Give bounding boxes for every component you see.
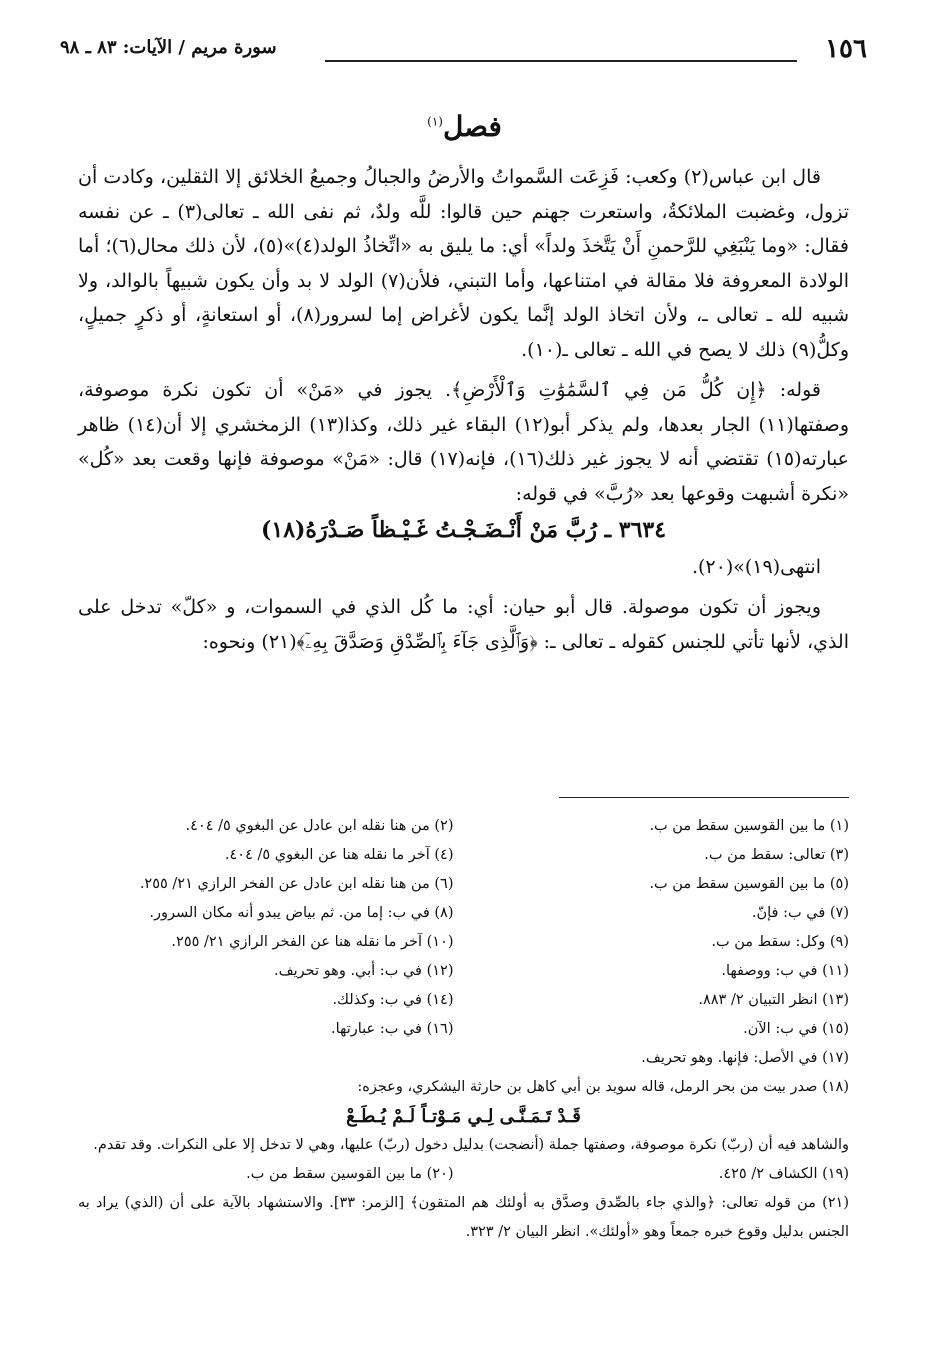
footnote: (١٥) في ب: الآن. xyxy=(743,1021,849,1037)
footnotes-divider xyxy=(559,797,849,798)
running-title: سورة مريم / الآيات: ٨٣ ـ ٩٨ xyxy=(60,37,277,58)
footnotes-grid xyxy=(78,1160,849,1189)
footnote: (١٢) في ب: أبي. وهو تحريف. xyxy=(274,963,454,979)
footnote: (١٩) الكشاف ٢/ ٤٢٥. xyxy=(718,1166,849,1182)
footnote: (٢١) من قوله تعالى: ﴿والذي جاء بالصِّدق وصدَّق به أولئك هم المتقون﴾ [الزمر: ٣٣]. والاستشهاد بالآية على أن (الذي) يراد به الجنس بدليل وقوع خبره جمعاً وهو «أولئك». انظر البيان ٢/ ٣٢٣. xyxy=(78,1195,849,1240)
section-title xyxy=(0,110,929,143)
poetry-verse: ٣٦٣٤ ـ رُبَّ مَنْ أَنْـضَـجْـتُ غَـيْـظاً صَـدْرَهُ(١٨) xyxy=(260,517,667,543)
footnote: (٣) تعالى: سقط من ب. xyxy=(704,847,849,863)
paragraph: ويجوز أن تكون موصولة. قال أبو حيان: أي: ما كُل الذي في السموات، و «كلّ» تدخل على الذي، لأنها تأتي للجنس كقوله ـ تعالى ـ: ﴿وَٱلَّذِى جَآءَ بِٱلصِّدْقِ وَصَدَّقَ بِهِۦٓ﴾(٢١) ونحوه: xyxy=(78,596,849,653)
footnote: (١٤) في ب: وكذلك. xyxy=(332,992,454,1008)
footnote: (١١) في ب: ووصفها. xyxy=(721,963,849,979)
main-text xyxy=(78,160,849,659)
paragraph-after-verse: انتهى(١٩)»(٢٠). xyxy=(691,555,821,578)
footnote: (٢) من هنا نقله ابن عادل عن البغوي ٥/ ٤٠٤. xyxy=(185,818,454,834)
section-title-ref: (١) xyxy=(427,114,443,129)
paragraph: قال ابن عباس(٢) وكعب: فَزِعَت السَّمواتُ والأرضُ والجبالُ وجميعُ الخلائق إلا الثقلين، وكادت أن تزول، وغضبت الملائكةُ، واستعرت جهنم حين قالوا: للَّه ولدٌ، ثم نفى الله ـ تعالى(٣) ـ عن نفسه فقال: «وما يَنْبَغِي للرَّحمنِ أَنْ يَتَّخذَ ولداً» أي: ما يليق به «اتِّخاذُ الولد(٤)»(٥)، لأن ذلك محال(٦)؛ أما الولادة المعروفة فلا مقالة في امتناعها، وأما التبني، فلأن(٧) الولد لا بد وأن يكون شبيهاً بالوالد، ولا شبيه لله ـ تعالى ـ، ولأن اتخاذ الولد إنَّما يكون لأغراض إما لسرور(٨)، أو استعانةٍ، أو ذكرٍ جميلٍ، وكلُّ(٩) ذلك لا يصح في الله ـ تعالى ـ(١٠). xyxy=(78,166,850,361)
footnote: (٨) في ب: إما من. ثم بياض يبدو أنه مكان السرور. xyxy=(149,905,454,921)
footnote: (٥) ما بين القوسين سقط من ب. xyxy=(649,876,849,892)
footnote-poem: قَـدْ تَـمَـنَّـى لِـي مَـوْتـاً لَـمْ يُـطَـعْ xyxy=(346,1106,581,1127)
footnote-continuation: والشاهد فيه أن (ربّ) نكرة موصوفة، وصفتها جملة (أنضجت) بدليل دخول (ربّ) عليها، وهي لا تدخل إلا على النكرات. وقد تقدم. xyxy=(93,1137,849,1153)
paragraph: قوله: ﴿إِن كُلُّ مَن فِي ٱلسَّمَٰوَٰتِ وَٱلْأَرْضِ﴾. يجوز في «مَنْ» أن تكون نكرة موصوفة، وصفتها(١١) الجار بعدها، ولم يذكر أبو(١٢) البقاء غير ذلك، وكذا(١٣) الزمخشري إلا أن(١٤) ظاهر عبارته(١٥) تقتضي أنه لا يجوز غير ذلك(١٦)، فإنه(١٧) قال: «مَنْ» موصوفة فإنها وقعت بعد «كُل» «نكرة أشبهت وقوعها بعد «رُبَّ» في قوله: xyxy=(78,379,850,505)
section-title-text: فصل xyxy=(442,110,502,143)
page-number: ١٥٦ xyxy=(825,34,867,64)
footnote: (٤) آخر ما نقله هنا عن البغوي ٥/ ٤٠٤. xyxy=(224,847,454,863)
footnote: (١٣) انظر التبيان ٢/ ٨٨٣. xyxy=(698,992,849,1008)
footnote: (١٠) آخر ما نقله هنا عن الفخر الرازي ٢١/ ٢٥٥. xyxy=(171,934,454,950)
footnote: (١٨) صدر بيت من بحر الرمل، قاله سويد بن أبي كاهل بن حارثة اليشكري، وعجزه: xyxy=(357,1079,849,1095)
footnote: (٦) من هنا نقله ابن عادل عن الفخر الرازي ٢١/ ٢٥٥. xyxy=(139,876,454,892)
footnote: (١٦) في ب: عبارتها. xyxy=(331,1021,454,1037)
footnote: (١) ما بين القوسين سقط من ب. xyxy=(649,818,849,834)
footnotes xyxy=(78,812,849,1247)
footnotes-grid xyxy=(78,812,849,1044)
footnote: (٢٠) ما بين القوسين سقط من ب. xyxy=(246,1166,454,1182)
footnote: (١٧) في الأصل: فإنها. وهو تحريف. xyxy=(641,1050,849,1066)
footnote: (٩) وكل: سقط من ب. xyxy=(711,934,849,950)
footnote: (٧) في ب: فإنّ. xyxy=(751,905,849,921)
page-header xyxy=(60,34,867,74)
header-rule xyxy=(325,60,797,62)
